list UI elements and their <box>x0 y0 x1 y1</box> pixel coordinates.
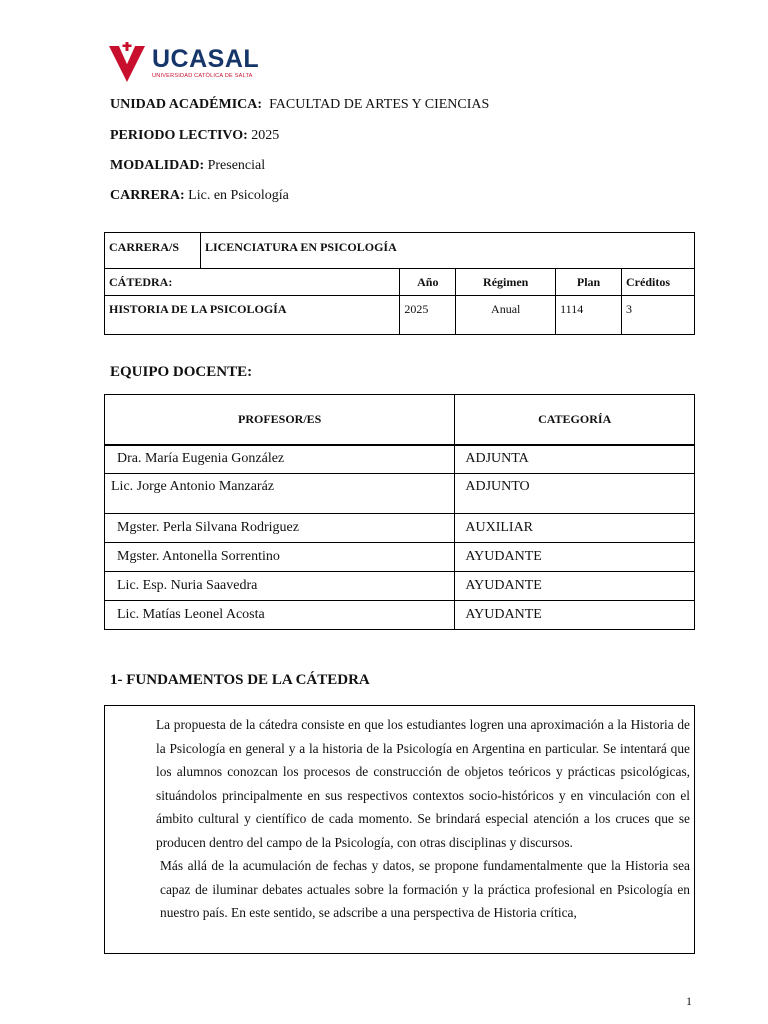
categoria-header: CATEGORÍA <box>455 395 695 445</box>
plan-header: Plan <box>556 269 622 296</box>
profesor-category: AYUDANTE <box>455 572 695 601</box>
fundamentos-box <box>104 705 695 954</box>
profesor-header: PROFESOR/ES <box>105 395 455 445</box>
periodo-lectivo-line <box>110 128 279 144</box>
profesor-name: Mgster. Perla Silvana Rodriguez <box>105 514 455 543</box>
profesor-category: AYUDANTE <box>455 543 695 572</box>
unidad-value: FACULTAD DE ARTES Y CIENCIAS <box>269 97 490 112</box>
table-row <box>105 601 695 630</box>
table-row <box>105 514 695 543</box>
profesor-category: AUXILIAR <box>455 514 695 543</box>
profesor-category: ADJUNTA <box>455 445 695 474</box>
profesor-category: ADJUNTO <box>455 474 695 514</box>
table-header-row <box>105 395 695 445</box>
table-row <box>105 572 695 601</box>
profesor-name: Lic. Esp. Nuria Saavedra <box>105 572 455 601</box>
profesor-name: Lic. Jorge Antonio Manzaráz <box>105 474 455 514</box>
table-row <box>105 269 695 296</box>
catedra-header: CÁTEDRA: <box>105 269 400 296</box>
profesor-name: Dra. María Eugenia González <box>105 445 455 474</box>
table-row <box>105 474 695 514</box>
page-number: 1 <box>686 994 692 1008</box>
fundamentos-paragraph-1: La propuesta de la cátedra consiste en que los estudiantes logren una aproximación a la Historia de la Psicología en general y a la historia de la Psicología en Argentina en particular. Se intentará que los alumnos conozcan los procesos de construcción de objetos teóricos y prácticas psicológicas, situándolos principalmente en sus respectivos contextos socio-históricos y en vinculación con el ámbito cultural y científico de cada momento. Se brindará especial atención a los cruces que se producen dentro del campo de la Psicología, con otras disciplinas y discursos. <box>156 717 690 850</box>
carrera-value: Lic. en Psicología <box>188 188 289 203</box>
carrera-cell-value: LICENCIATURA EN PSICOLOGÍA <box>200 233 694 269</box>
modalidad-label: MODALIDAD: <box>110 158 205 173</box>
profesor-name: Mgster. Antonella Sorrentino <box>105 543 455 572</box>
ucasal-logo <box>108 42 259 84</box>
table-row <box>105 543 695 572</box>
fundamentos-paragraph-2: Más allá de la acumulación de fechas y datos, se propone fundamentalmente que la Historia sea capaz de iluminar debates actuales sobre la formación y la práctica profesional en Psicología en nuestro país. En este sentido, se adscribe a una perspectiva de Historia crítica, <box>160 858 690 920</box>
equipo-docente-title: EQUIPO DOCENTE: <box>110 364 253 380</box>
carrera-label: CARRERA: <box>110 188 185 203</box>
table-row <box>105 445 695 474</box>
catedra-value: HISTORIA DE LA PSICOLOGÍA <box>105 296 400 335</box>
ucasal-shield-icon <box>108 42 146 84</box>
logo-name: UCASAL <box>152 45 260 73</box>
creditos-value: 3 <box>622 296 695 335</box>
carrera-cell-label: CARRERA/S <box>105 233 201 269</box>
fundamentos-title: 1- FUNDAMENTOS DE LA CÁTEDRA <box>110 672 370 688</box>
periodo-value: 2025 <box>251 128 280 143</box>
carrera-line <box>110 188 289 204</box>
anio-value: 2025 <box>400 296 456 335</box>
modalidad-value: Presencial <box>207 158 266 173</box>
profesor-name: Lic. Matías Leonel Acosta <box>105 601 455 630</box>
plan-value: 1114 <box>556 296 622 335</box>
modalidad-line <box>110 158 265 174</box>
table-row <box>105 296 695 335</box>
logo-subtitle: UNIVERSIDAD CATÓLICA DE SALTA <box>152 73 253 79</box>
regimen-header: Régimen <box>456 269 556 296</box>
table-row <box>105 233 695 269</box>
regimen-value: Anual <box>456 296 556 335</box>
creditos-header: Créditos <box>622 269 695 296</box>
anio-header: Año <box>400 269 456 296</box>
equipo-table <box>104 394 695 630</box>
unidad-label: UNIDAD ACADÉMICA: <box>110 97 263 112</box>
profesor-category: AYUDANTE <box>455 601 695 630</box>
course-table <box>104 232 695 335</box>
periodo-label: PERIODO LECTIVO: <box>110 128 248 143</box>
unidad-academica-line <box>110 97 489 113</box>
